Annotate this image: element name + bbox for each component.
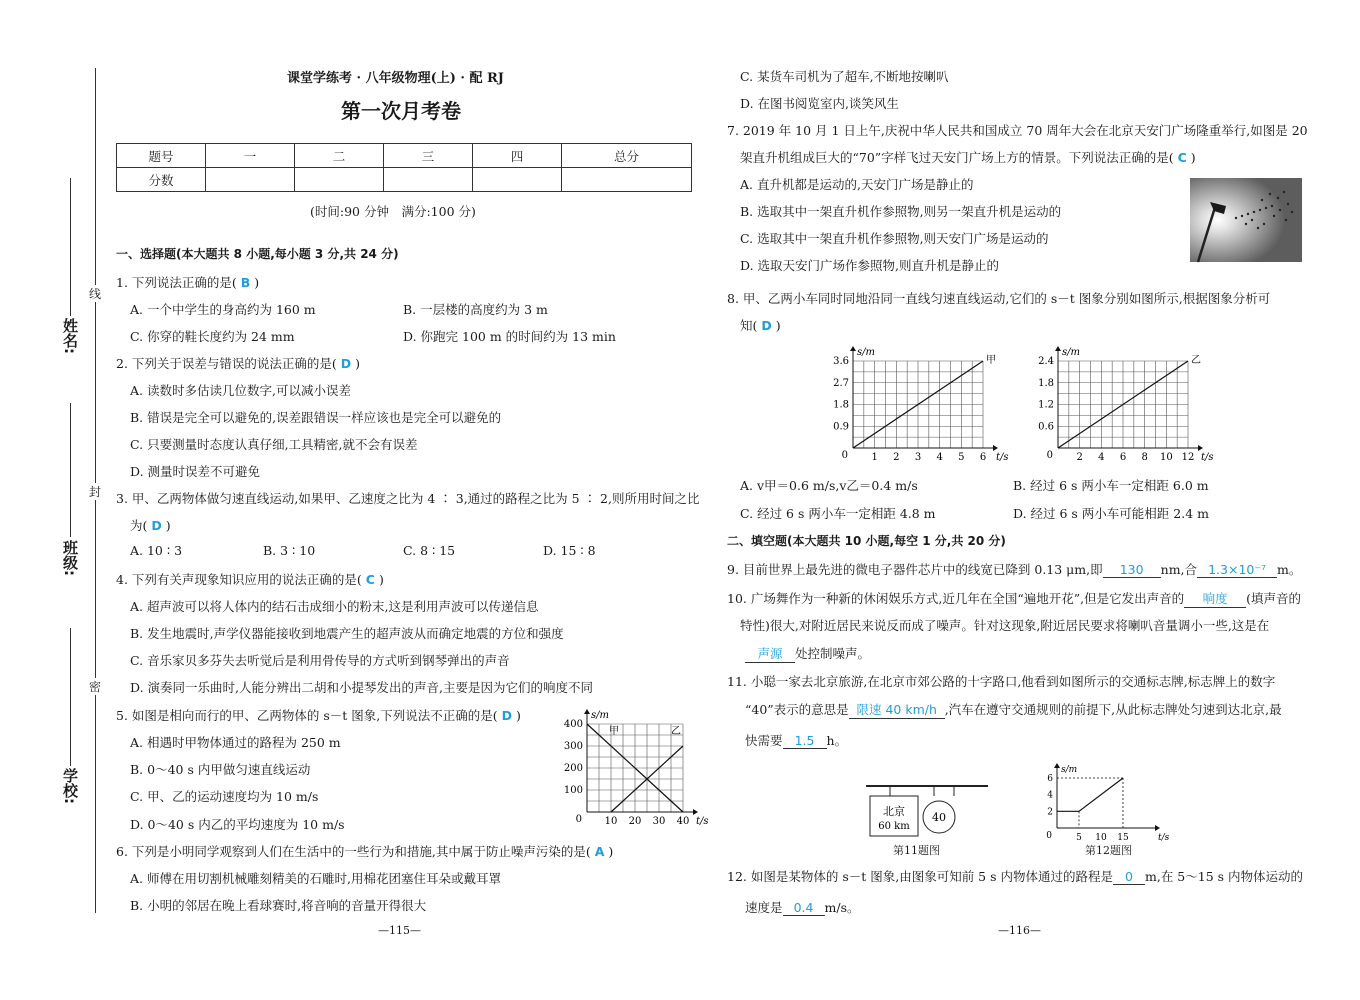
x-tick-label: 12 xyxy=(1181,452,1195,463)
option: D. 经过 6 s 两小车可能相距 2.4 m xyxy=(1013,506,1209,521)
score-cell[interactable] xyxy=(562,168,692,192)
y-tick-label: 1.2 xyxy=(1038,399,1054,411)
series-label: 乙 xyxy=(671,726,681,737)
option: C. 你穿的鞋长度约为 24 mm xyxy=(130,329,295,344)
option: D. 测量时误差不可避免 xyxy=(130,464,261,479)
option: A. 相遇时甲物体通过的路程为 250 m xyxy=(130,735,341,750)
x-tick-label: 40 xyxy=(676,816,690,827)
option: B. 0～40 s 内甲做匀速直线运动 xyxy=(130,762,311,777)
option: B. 发生地震时,声学仪器能接收到地震产生的超声波从而确定地震的方位和强度 xyxy=(130,626,564,641)
origin-label: 0 xyxy=(575,814,582,825)
x-tick-label: 15 xyxy=(1117,833,1129,843)
y-tick-label: 100 xyxy=(563,785,583,796)
question-3-cont: 为( D ) xyxy=(130,518,171,533)
option: B. 一层楼的高度约为 3 m xyxy=(403,302,548,317)
figure-caption: 第11题图 xyxy=(893,844,940,857)
option: D. 你跑完 100 m 的时间约为 13 min xyxy=(403,329,616,344)
option: C. 音乐家贝多芬失去听觉后是利用骨传导的方式听到钢琴弹出的声音 xyxy=(130,653,510,668)
y-tick-label: 2 xyxy=(1047,807,1053,818)
sign-city: 北京 xyxy=(883,805,905,818)
chart-q5 xyxy=(560,704,709,829)
series-label: 乙 xyxy=(1191,355,1201,366)
y-axis-label: s/m xyxy=(857,347,875,358)
option: A. 读数时多估读几位数字,可以减小误差 xyxy=(130,383,351,398)
question-11-cont: 快需要 1.5 h。 xyxy=(745,733,848,748)
y-tick-label: 300 xyxy=(563,741,583,752)
school-field[interactable] xyxy=(70,628,71,766)
option: C. 甲、乙的运动速度均为 10 m/s xyxy=(130,789,319,804)
question-5: 5. 如图是相向而行的甲、乙两物体的 s－t 图象,下列说法不正确的是( D ) xyxy=(116,708,521,723)
answer-blank[interactable]: 限速 40 km/h xyxy=(849,700,945,719)
y-axis-label: s/m xyxy=(1061,765,1078,775)
y-tick-label: 4 xyxy=(1047,790,1053,801)
question-3: 3. 甲、乙两物体做匀速直线运动,如果甲、乙速度之比为 4 ∶ 3,通过的路程之比为 5 ∶ 2,则所用时间之比 xyxy=(116,491,700,506)
x-tick-label: 10 xyxy=(1159,452,1173,463)
seal-mark: 线 xyxy=(89,287,102,301)
option: D. 选取天安门广场作参照物,则直升机是静止的 xyxy=(740,258,999,273)
question-6: 6. 下列是小明同学观察到人们在生活中的一些行为和措施,其中属于防止噪声污染的是( A ) xyxy=(116,844,614,859)
option: A. 10 ∶ 3 xyxy=(130,543,183,558)
series-label: 甲 xyxy=(986,355,996,366)
sign-distance: 60 km xyxy=(878,821,910,832)
y-axis-label: s/m xyxy=(1062,347,1080,358)
option: C. 某货车司机为了超车,不断地按喇叭 xyxy=(740,69,949,84)
option: B. 小明的邻居在晚上看球赛时,将音响的音量开得很大 xyxy=(130,898,427,913)
question-10-cont: 特性)很大,对附近居民来说反而成了噪声。针对这现象,附近居民要求将喇叭音量调小一些,这是在 xyxy=(740,618,1270,633)
question-7-cont: 架直升机组成巨大的“70”字样飞过天安门广场上方的情景。下列说法正确的是( C ) xyxy=(740,150,1196,165)
page-number: —115— xyxy=(378,924,421,937)
seal-mark: 密 xyxy=(89,680,102,694)
question-1: 1. 下列说法正确的是( B ) xyxy=(116,275,260,290)
option: A. 一个中学生的身高约为 160 m xyxy=(130,302,316,317)
series-label: 甲 xyxy=(609,726,619,737)
x-tick-label: 2 xyxy=(1076,452,1083,463)
option: C. 选取其中一架直升机作参照物,则天安门广场是运动的 xyxy=(740,231,1049,246)
figure-caption: 第12题图 xyxy=(1085,844,1132,857)
chart-q8-jia xyxy=(825,344,1009,463)
option: D. 15 ∶ 8 xyxy=(543,543,596,558)
y-axis-arrow xyxy=(850,346,856,351)
x-axis-label: t/s xyxy=(996,452,1009,463)
x-axis-arrow xyxy=(693,809,698,815)
question-8: 8. 甲、乙两小车同时同地沿同一直线匀速直线运动,它们的 s－t 图象分别如图所示,根据图象分析可 xyxy=(727,291,1271,306)
option: D. 0～40 s 内乙的平均速度为 10 m/s xyxy=(130,817,345,832)
y-tick-label: 3.6 xyxy=(833,356,849,367)
score-table xyxy=(116,143,692,192)
x-tick-label: 30 xyxy=(652,816,666,827)
y-tick-label: 0.6 xyxy=(1038,421,1054,433)
name-label: 姓名: xyxy=(61,318,79,354)
x-tick-label: 6 xyxy=(979,452,987,463)
answer-blank[interactable]: 0 xyxy=(1113,869,1145,885)
question-10: 10. 广场舞作为一种新的休闲娱乐方式,近几年在全国“遍地开花”,但是它发出声音的 响度 (填声音的 xyxy=(727,591,1301,606)
question-12: 12. 如图是某物体的 s－t 图象,由图象可知前 5 s 内物体通过的路程是 0 m,在 5～15 s 内物体运动的 xyxy=(727,869,1304,884)
y-tick-label: 2.4 xyxy=(1038,356,1054,367)
y-tick-label: 2.7 xyxy=(833,377,849,389)
series-title: 课堂学练考 · 八年级物理(上) · 配 RJ xyxy=(287,71,504,86)
x-tick-label: 6 xyxy=(1119,452,1127,463)
question-11: 11. 小聪一家去北京旅游,在北京市郊公路的十字路口,他看到如图所示的交通标志牌,标志牌上的数字 xyxy=(727,674,1276,689)
x-tick-label: 2 xyxy=(893,452,900,463)
y-axis-label: s/m xyxy=(591,710,609,721)
class-label: 班级: xyxy=(61,540,79,576)
y-tick-label: 400 xyxy=(563,719,583,730)
x-axis-arrow xyxy=(993,445,998,451)
answer-blank[interactable]: 声源 xyxy=(745,644,795,663)
question-7: 7. 2019 年 10 月 1 日上午,庆祝中华人民共和国成立 70 周年大会在北京天安门广场隆重举行,如图是 20 xyxy=(727,123,1308,138)
chart-q8-yi xyxy=(1030,344,1214,463)
x-tick-label: 4 xyxy=(1098,452,1105,463)
origin-label: 0 xyxy=(841,450,848,461)
x-axis-arrow xyxy=(1155,825,1160,831)
sign-speed-limit: 40 xyxy=(932,811,946,824)
x-tick-label: 10 xyxy=(604,816,618,827)
option: B. 选取其中一架直升机作参照物,则另一架直升机是运动的 xyxy=(740,204,1062,219)
x-tick-label: 3 xyxy=(914,452,922,463)
origin-label: 0 xyxy=(1046,831,1052,841)
answer-blank[interactable]: 0.4 xyxy=(783,900,825,916)
option: A. 师傅在用切割机械雕刻精美的石雕时,用棉花团塞住耳朵或戴耳罩 xyxy=(130,871,501,886)
origin-label: 0 xyxy=(1046,450,1053,461)
question-4: 4. 下列有关声现象知识应用的说法正确的是( C ) xyxy=(116,572,384,587)
score-cell[interactable] xyxy=(295,168,384,192)
x-tick-label: 20 xyxy=(628,816,642,827)
option: A. 直升机都是运动的,天安门广场是静止的 xyxy=(740,177,974,192)
x-tick-label: 5 xyxy=(1076,833,1082,843)
question-2: 2. 下列关于误差与错误的说法正确的是( D ) xyxy=(116,356,361,371)
helicopter-photo xyxy=(1190,178,1302,262)
option: A. 超声波可以将人体内的结石击成细小的粉末,这是利用声波可以传递信息 xyxy=(130,599,539,614)
option: B. 经过 6 s 两小车一定相距 6.0 m xyxy=(1013,478,1209,493)
x-tick-label: 4 xyxy=(936,452,943,463)
section-heading: 二、填空题(本大题共 10 小题,每空 1 分,共 20 分) xyxy=(727,534,1006,548)
x-tick-label: 5 xyxy=(958,452,965,463)
option: B. 3 ∶ 10 xyxy=(263,543,316,558)
x-axis-label: t/s xyxy=(1201,452,1214,463)
option: D. 在图书阅览室内,谈笑风生 xyxy=(740,96,899,111)
answer-blank[interactable]: 1.5 xyxy=(783,733,827,749)
x-axis-label: t/s xyxy=(1158,833,1170,843)
series-line xyxy=(1057,778,1123,811)
score-cell[interactable] xyxy=(473,168,562,192)
score-cell[interactable] xyxy=(384,168,473,192)
y-axis-arrow xyxy=(1054,763,1060,768)
x-tick-label: 8 xyxy=(1141,452,1148,463)
option: B. 错误是完全可以避免的,误差跟错误一样应该也是完全可以避免的 xyxy=(130,410,502,425)
y-tick-label: 200 xyxy=(563,763,583,774)
option: C. 经过 6 s 两小车一定相距 4.8 m xyxy=(740,506,936,521)
x-axis-label: t/s xyxy=(696,816,709,827)
class-field[interactable] xyxy=(70,403,71,537)
x-axis-arrow xyxy=(1198,445,1203,451)
school-label: 学校: xyxy=(61,768,79,804)
seal-mark: 封 xyxy=(89,485,102,499)
option: A. v甲＝0.6 m/s,v乙＝0.4 m/s xyxy=(740,478,918,493)
page-title: 第一次月考卷 xyxy=(341,99,461,123)
answer-blank[interactable]: 1.3×10⁻⁷ xyxy=(1197,562,1277,578)
answer-blank[interactable]: 130 xyxy=(1103,562,1161,578)
y-tick-label: 1.8 xyxy=(1038,377,1054,389)
y-tick-label: 0.9 xyxy=(833,421,849,433)
question-11-cont: “40”表示的意思是 限速 40 km/h ,汽车在遵守交通规则的前提下,从此标志牌处匀速到达北京,最 xyxy=(745,702,1282,717)
option: C. 只要测量时态度认真仔细,工具精密,就不会有误差 xyxy=(130,437,418,452)
table-row: 题号 一 二 三 四 总分 xyxy=(117,144,692,168)
y-axis-arrow xyxy=(1055,346,1061,351)
option: D. 演奏同一乐曲时,人能分辨出二胡和小提琴发出的声音,主要是因为它们的响度不同 xyxy=(130,680,593,695)
score-cell[interactable] xyxy=(206,168,295,192)
y-tick-label: 1.8 xyxy=(833,399,849,411)
exam-info: (时间:90 分钟 满分:100 分) xyxy=(310,204,476,219)
x-tick-label: 10 xyxy=(1095,833,1107,843)
table-row: 分数 xyxy=(117,168,692,192)
y-tick-label: 6 xyxy=(1047,774,1053,784)
question-12-cont: 速度是 0.4 m/s。 xyxy=(745,900,860,915)
x-tick-label: 1 xyxy=(871,452,878,463)
question-8-cont: 知( D ) xyxy=(740,318,781,333)
option: C. 8 ∶ 15 xyxy=(403,543,456,558)
question-10-cont: 声源 处控制噪声。 xyxy=(745,644,870,663)
chart-q12 xyxy=(1035,760,1170,843)
y-axis-arrow xyxy=(584,709,590,714)
section-heading: 一、选择题(本大题共 8 小题,每小题 3 分,共 24 分) xyxy=(116,247,399,261)
page-number: —116— xyxy=(998,924,1041,937)
name-field[interactable] xyxy=(70,178,71,316)
question-9: 9. 目前世界上最先进的微电子器件芯片中的线宽已降到 0.13 μm,即 130 nm,合 1.3×10⁻⁷ m。 xyxy=(727,562,1302,577)
answer-blank[interactable]: 响度 xyxy=(1184,589,1246,608)
